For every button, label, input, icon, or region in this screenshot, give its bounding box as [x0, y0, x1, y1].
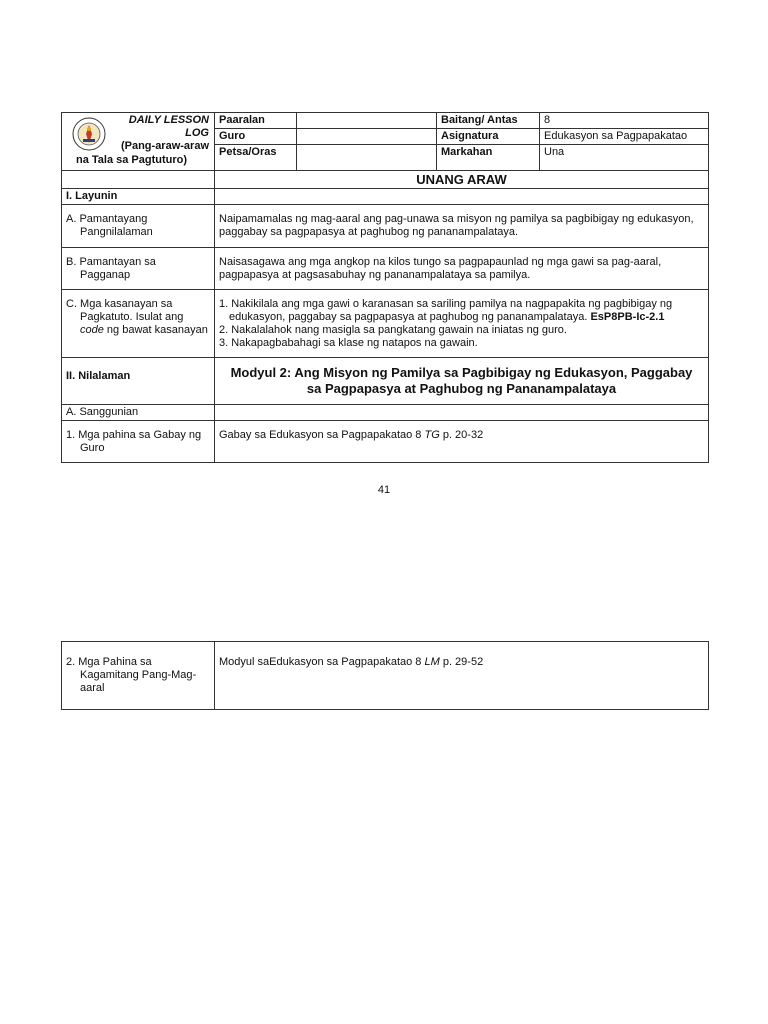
field-label-guro: Guro: [215, 129, 297, 145]
daily-lesson-log-title: DAILY LESSON LOG (Pang-araw-araw: [120, 114, 209, 152]
page-number: 41: [377, 484, 391, 496]
competency-code: EsP8PB-Ic-2.1: [590, 311, 665, 323]
layunin-empty: [215, 189, 709, 205]
text-mga-kasanayan: [215, 290, 709, 358]
text-pamantayang-pangnilalaman: Naipamamalas ng mag-aaral ang pag-unawa sa misyon ng pamilya sa pagbibigay ng edukasyon, paggabay sa pagpapasya at paghubog ng pananampalataya.: [215, 205, 709, 248]
section-heading-layunin: I. Layunin: [62, 189, 215, 205]
label-sanggunian: A. Sanggunian: [62, 405, 215, 421]
field-label-petsa: Petsa/Oras: [215, 145, 297, 171]
field-label-baitang: Baitang/ Antas: [437, 113, 540, 129]
field-value-paaralan[interactable]: [297, 113, 437, 129]
text-pamantayan-sa-pagganap: Naisasagawa ang mga angkop na kilos tungo sa pagpapaunlad ng mga gawi sa pag-aaral, pagpapasya at pagsasabuhay ng pananampalataya sa pamilya.: [215, 248, 709, 290]
kasanayan-item-1: 1. Nakikilala ang mga gawi o karanasan sa sariling pamilya na nagpapakita ng pagbibigay ng edukasyon, paggabay sa pagpapasya at paghubog ng pananampalataya. EsP8PB-Ic-2.1: [219, 298, 673, 323]
field-value-petsa[interactable]: [297, 145, 437, 171]
deped-seal-icon: [72, 117, 106, 151]
label-pamantayang-pangnilalaman: A. Pamantayang Pangnilalaman: [62, 205, 215, 248]
text-kagamitang-pang-mag-aaral: Modyul saEdukasyon sa Pagpapakatao 8 LM p. 29-52: [215, 642, 709, 710]
header-logo-cell: [62, 113, 215, 171]
label-gabay-ng-guro: 1. Mga pahina sa Gabay ng Guro: [62, 421, 215, 463]
field-value-guro[interactable]: [297, 129, 437, 145]
module-title: Modyul 2: Ang Misyon ng Pamilya sa Pagbibigay ng Edukasyon, Paggabay sa Pagpapasya at Paghubog ng Pananampalataya: [215, 358, 709, 405]
kasanayan-item-3: 3. Nakapagbabahagi sa klase ng natapos na gawain.: [219, 337, 478, 349]
field-value-markahan[interactable]: Una: [540, 145, 709, 171]
label-pamantayan-sa-pagganap: B. Pamantayan sa Pagganap: [62, 248, 215, 290]
kasanayan-item-2: 2. Nakalalahok nang masigla sa pangkatang gawain na iniatas ng guro.: [219, 324, 567, 336]
field-value-baitang[interactable]: 8: [540, 113, 709, 129]
field-label-markahan: Markahan: [437, 145, 540, 171]
daily-lesson-log-subtitle: na Tala sa Pagtuturo): [76, 154, 188, 166]
section-heading-nilalaman: II. Nilalaman: [62, 358, 215, 405]
sanggunian-empty: [215, 405, 709, 421]
lesson-log-continuation-table: [61, 641, 709, 710]
text-gabay-ng-guro: Gabay sa Edukasyon sa Pagpapakatao 8 TG p. 20-32: [215, 421, 709, 463]
field-label-paaralan: Paaralan: [215, 113, 297, 129]
field-label-asignatura: Asignatura: [437, 129, 540, 145]
label-mga-kasanayan: C. Mga kasanayan sa Pagkatuto. Isulat ang code ng bawat kasanayan: [62, 290, 215, 358]
day-title-spacer: [62, 171, 215, 189]
lesson-log-table: [61, 112, 709, 463]
label-kagamitang-pang-mag-aaral: 2. Mga Pahina sa Kagamitang Pang-Mag- aaral: [62, 642, 215, 710]
field-value-asignatura[interactable]: Edukasyon sa Pagpapakatao: [540, 129, 709, 145]
day-title: UNANG ARAW: [215, 171, 709, 189]
